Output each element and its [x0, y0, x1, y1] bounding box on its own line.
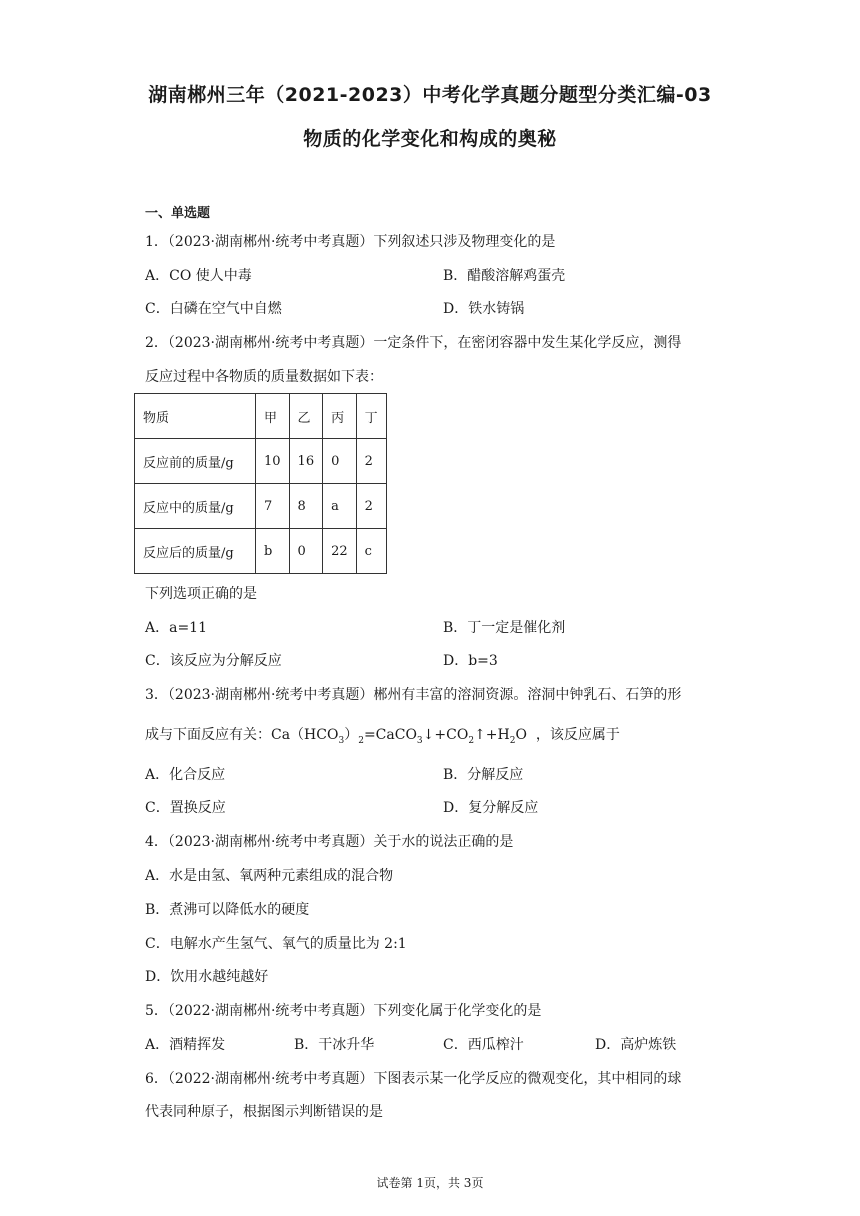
table-cell: 7 — [256, 484, 290, 529]
table-cell: 2 — [356, 439, 386, 484]
title-line-2: 物质的化学变化和构成的奥秘 — [303, 128, 557, 150]
table-header-row — [135, 394, 387, 439]
table-cell: b — [256, 529, 290, 574]
q3-option-b: B．分解反应 — [443, 767, 524, 783]
table-cell: 2 — [356, 484, 386, 529]
q4-stem: 4．（2023·湖南郴州·统考中考真题）关于水的说法正确的是 — [145, 834, 514, 850]
q3-stem-1: 3．（2023·湖南郴州·统考中考真题）郴州有丰富的溶洞资源。溶洞中钟乳石、石笋的形 — [145, 687, 682, 703]
q2-option-d: D．b=3 — [443, 653, 498, 669]
q3-option-d: D．复分解反应 — [443, 800, 539, 816]
q6-stem-2: 代表同种原子，根据图示判断错误的是 — [145, 1104, 383, 1120]
q4-option-a: A．水是由氢、氧两种元素组成的混合物 — [145, 868, 394, 884]
q1-option-a: A．CO 使人中毒 — [145, 268, 252, 284]
q5-option-b: B．干冰升华 — [294, 1037, 375, 1053]
title-line-1: 湖南郴州三年（2021-2023）中考化学真题分题型分类汇编-03 — [148, 84, 712, 106]
q4-option-c: C．电解水产生氢气、氧气的质量比为 2:1 — [145, 936, 407, 952]
q3-stem-2 — [145, 725, 620, 751]
q2-option-b: B．丁一定是催化剂 — [443, 620, 566, 636]
table-cell: 丙 — [323, 394, 357, 439]
table-cell: 反应后的质量/g — [135, 529, 256, 574]
q5-stem: 5．（2022·湖南郴州·统考中考真题）下列变化属于化学变化的是 — [145, 1003, 542, 1019]
table-cell: a — [323, 484, 357, 529]
q4-option-d: D．饮用水越纯越好 — [145, 969, 269, 985]
q4-option-b: B．煮沸可以降低水的硬度 — [145, 902, 310, 918]
table-cell: 反应中的质量/g — [135, 484, 256, 529]
table-row — [135, 484, 387, 529]
q5-option-c: C．西瓜榨汁 — [443, 1037, 524, 1053]
reaction-equation: $Ca(HCO_3)_2=CaCO_3↓+CO_2↑+H_2O$ — [271, 727, 536, 746]
q1-option-c: C．白磷在空气中自燃 — [145, 301, 282, 317]
q3-stem-2-suffix: ，该反应属于 — [535, 727, 620, 743]
q2-after-table: 下列选项正确的是 — [145, 586, 257, 602]
q5-option-d: D．高炉炼铁 — [595, 1037, 677, 1053]
page-footer: 试卷第 1页，共 3页 — [376, 1176, 484, 1190]
q6-stem-1: 6．（2022·湖南郴州·统考中考真题）下图表示某一化学反应的微观变化，其中相同的球 — [145, 1071, 682, 1087]
q3-option-c: C．置换反应 — [145, 800, 226, 816]
q2-option-a: A．a=11 — [145, 620, 208, 636]
q3-stem-2-prefix: 成与下面反应有关： — [145, 727, 271, 743]
table-cell: c — [356, 529, 386, 574]
table-row — [135, 529, 387, 574]
table-cell: 22 — [323, 529, 357, 574]
q3-option-a: A．化合反应 — [145, 767, 226, 783]
table-cell: 16 — [289, 439, 323, 484]
table-cell: 0 — [323, 439, 357, 484]
table-cell: 8 — [289, 484, 323, 529]
section-heading: 一、单选题 — [145, 206, 211, 221]
table-cell: 乙 — [289, 394, 323, 439]
q1-option-b: B．醋酸溶解鸡蛋壳 — [443, 268, 566, 284]
q5-option-a: A．酒精挥发 — [145, 1037, 226, 1053]
table-cell: 反应前的质量/g — [135, 439, 256, 484]
table-cell: 0 — [289, 529, 323, 574]
q1-stem: 1．（2023·湖南郴州·统考中考真题）下列叙述只涉及物理变化的是 — [145, 234, 556, 250]
table-cell: 甲 — [256, 394, 290, 439]
q2-option-c: C．该反应为分解反应 — [145, 653, 282, 669]
table-row — [135, 439, 387, 484]
table-cell: 10 — [256, 439, 290, 484]
table-cell: 丁 — [356, 394, 386, 439]
mass-data-table — [134, 393, 387, 574]
q2-stem-1: 2．（2023·湖南郴州·统考中考真题）一定条件下，在密闭容器中发生某化学反应，测得 — [145, 335, 682, 351]
q2-stem-2: 反应过程中各物质的质量数据如下表： — [145, 369, 383, 385]
table-cell: 物质 — [135, 394, 256, 439]
q1-option-d: D．铁水铸锅 — [443, 301, 525, 317]
